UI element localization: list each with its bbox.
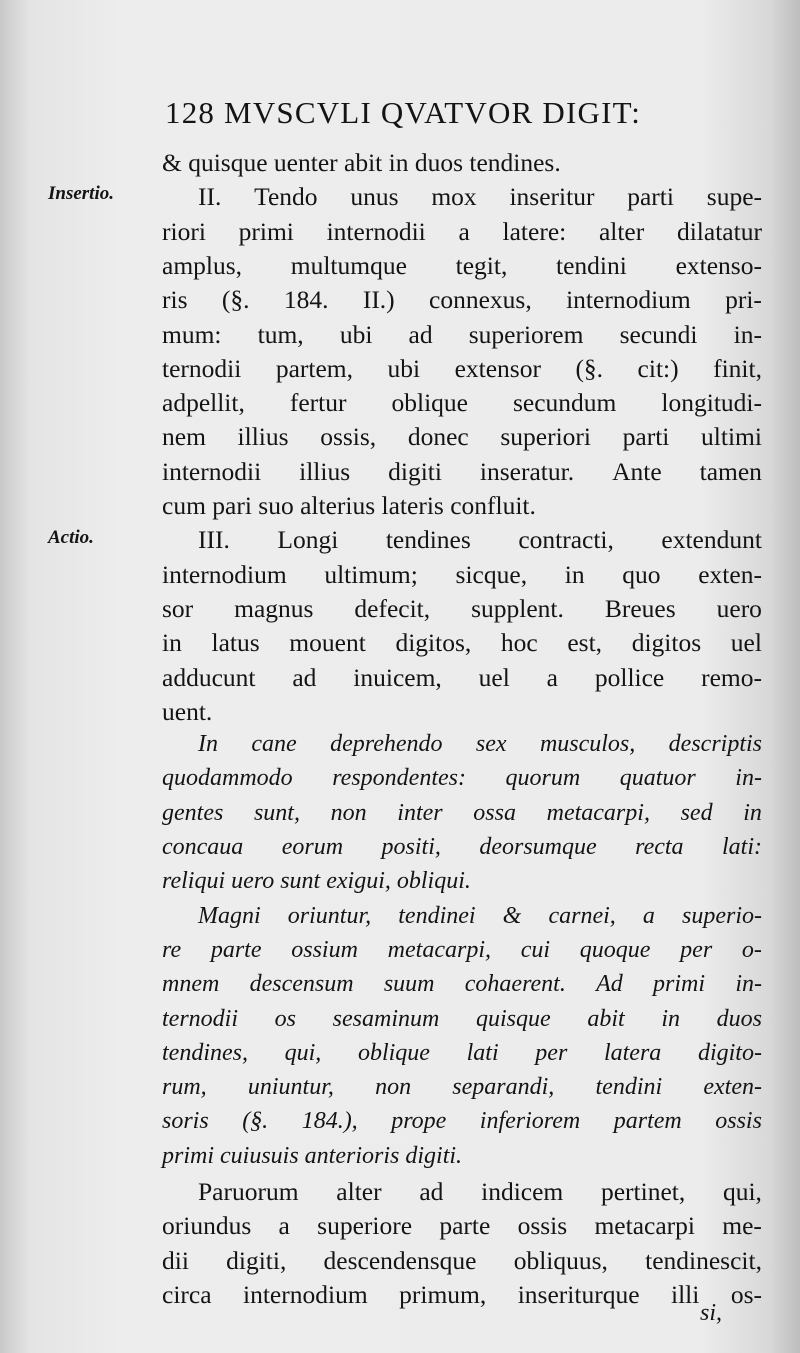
text-line: oriundus a superiore parte ossis metacarpi me- bbox=[162, 1211, 762, 1241]
text-line: III. Longi tendines contracti, extendunt bbox=[198, 525, 762, 555]
text-line: internodii illius digiti inseratur. Ante tamen bbox=[162, 456, 762, 486]
text-line: adpellit, fertur oblique secundum longitudi- bbox=[162, 388, 762, 418]
text-line: circa internodium primum, inseriturque illi os- bbox=[162, 1279, 762, 1309]
text-line: internodium ultimum; sicque, in quo exten- bbox=[162, 559, 762, 589]
text-line: ris (§. 184. II.) connexus, internodium pri- bbox=[162, 285, 762, 315]
text-line: uent. bbox=[162, 696, 213, 726]
text-line: soris (§. 184.), prope inferiorem partem ossis bbox=[162, 1108, 762, 1135]
text-line: cum pari suo alterius lateris confluit. bbox=[162, 491, 536, 520]
text-line: tendines, qui, oblique lati per latera digito- bbox=[162, 1039, 762, 1066]
text-line: rum, uniuntur, non separandi, tendini exten- bbox=[162, 1074, 762, 1101]
text-line: mnem descensum suum cohaerent. Ad primi in- bbox=[162, 971, 762, 998]
text-line: Magni oriuntur, tendinei & carnei, a superio- bbox=[198, 902, 762, 929]
text-line: adducunt ad inuicem, uel a pollice remo- bbox=[162, 662, 762, 692]
text-line: re parte ossium metacarpi, cui quoque per o- bbox=[162, 936, 762, 963]
text-line: ternodii partem, ubi extensor (§. cit:) finit, bbox=[162, 353, 762, 383]
text-line: In cane deprehendo sex musculos, descriptis bbox=[198, 731, 762, 758]
text-line: amplus, multumque tegit, tendini extenso- bbox=[162, 250, 762, 280]
text-line: Paruorum alter ad indicem pertinet, qui, bbox=[198, 1177, 762, 1206]
text-line: quodammodo respondentes: quorum quatuor in- bbox=[162, 765, 762, 792]
text-line: sor magnus defecit, supplent. Breues uero bbox=[162, 593, 762, 623]
text-line: riori primi internodii a latere: alter dilatatur bbox=[162, 216, 762, 246]
text-line: gentes sunt, non inter ossa metacarpi, sed in bbox=[162, 799, 762, 826]
text-line: concaua eorum positi, deorsumque recta lati: bbox=[162, 834, 762, 860]
running-header: 128 MVSCVLI QVATVOR DIGIT: bbox=[165, 95, 642, 130]
text-line: nem illius ossis, donec superiori parti ultimi bbox=[162, 422, 762, 452]
text-line: II. Tendo unus mox inseritur parti supe- bbox=[198, 182, 762, 212]
text-line: ternodii os sesaminum quisque abit in duos bbox=[162, 1005, 762, 1032]
text-line: reliqui uero sunt exigui, obliqui. bbox=[162, 868, 471, 895]
text-line: & quisque uenter abit in duos tendines. bbox=[162, 148, 561, 177]
margin-note-actio: Actio. bbox=[48, 527, 94, 548]
text-line: in latus mouent digitos, hoc est, digitos uel bbox=[162, 628, 762, 658]
text-line: dii digiti, descendensque obliquus, tendinescit, bbox=[162, 1245, 762, 1275]
catchword: si, bbox=[700, 1300, 723, 1326]
text-line: primi cuiusuis anterioris digiti. bbox=[162, 1142, 463, 1169]
text-line: mum: tum, ubi ad superiorem secundi in- bbox=[162, 319, 762, 349]
margin-note-insertio: Insertio. bbox=[48, 183, 114, 204]
